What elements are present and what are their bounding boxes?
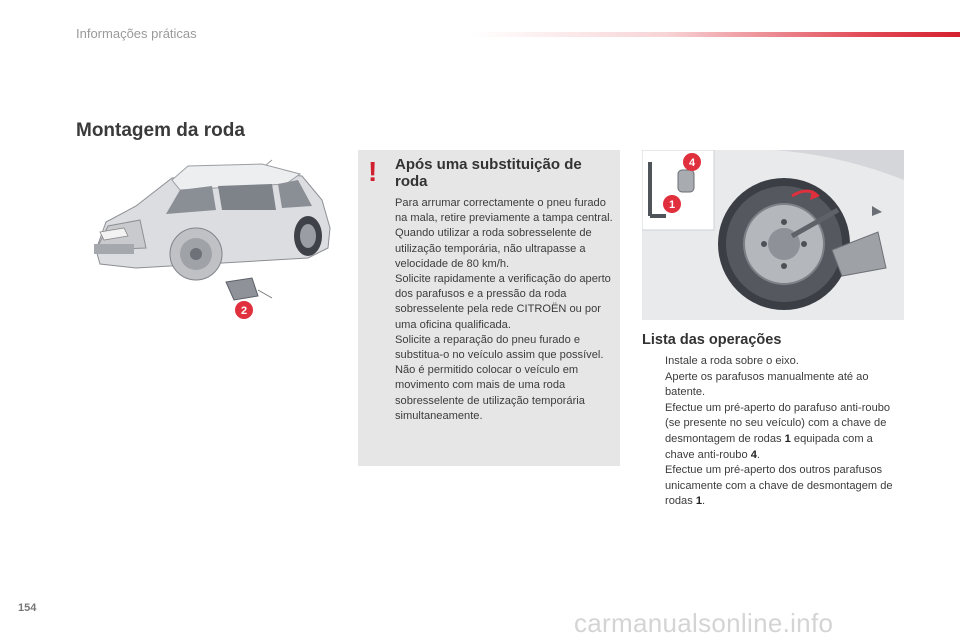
list-item-text: Instale a roda sobre o eixo.	[665, 355, 799, 367]
wheel-illustration	[642, 150, 904, 320]
list-item-ref: 1	[784, 432, 791, 445]
callout-4: 4	[688, 157, 696, 169]
warning-title: Após uma substituição de roda	[395, 156, 582, 190]
warning-paragraph: Para arrumar correctamente o pneu furado na mala, retire previamente a tampa central.	[395, 197, 613, 225]
operations-list	[644, 354, 904, 510]
watermark: carmanualsonline.info	[574, 608, 834, 638]
section-title: Montagem da roda	[76, 120, 245, 141]
list-item-text: Efectue um pré-aperto do parafuso anti-roubo (se presente no seu veículo) com a chave de desmontagem de rodas	[665, 401, 891, 445]
callout-1: 1	[668, 199, 676, 211]
list-item-ref: 4	[750, 448, 757, 461]
warning-box	[358, 150, 620, 466]
header-accent-bar	[470, 32, 960, 37]
list-item-text: equipada com a chave anti-roubo	[665, 432, 873, 461]
callout-2: 2	[240, 305, 248, 317]
list-item-text: Efectue um pré-aperto dos outros parafusos unicamente com a chave de desmontagem de rodas	[665, 464, 893, 508]
warning-paragraph: Quando utilizar a roda sobresselente de utilização temporária, não ultrapasse a velocidade de 80 km/h.	[395, 227, 592, 270]
page-number: 154	[18, 602, 37, 614]
list-item	[644, 463, 904, 510]
list-item-text: .	[756, 448, 760, 461]
list-item-text: .	[702, 495, 706, 508]
header-title: Informações práticas	[76, 26, 197, 41]
operations-title: Lista das operações	[642, 332, 782, 348]
list-item-ref: 1	[695, 495, 703, 508]
list-item	[644, 370, 904, 401]
warning-icon: !	[368, 156, 378, 187]
list-item	[644, 401, 904, 463]
warning-paragraph: Não é permitido colocar o veículo em movimento com mais de uma roda sobresselente de utilização temporária simultaneamente.	[395, 364, 585, 422]
list-item-text: Aperte os parafusos manualmente até ao batente.	[665, 370, 869, 399]
warning-paragraph: Solicite a reparação do pneu furado e substitua-o no veículo assim que possível.	[395, 333, 604, 362]
list-item	[644, 354, 904, 370]
car-illustration	[76, 150, 342, 320]
warning-paragraph: Solicite rapidamente a verificação do aperto dos parafusos e a pressão da roda sobresselente pela rede CITROËN ou por uma oficina qualificada.	[395, 273, 611, 331]
warning-body	[395, 196, 617, 424]
